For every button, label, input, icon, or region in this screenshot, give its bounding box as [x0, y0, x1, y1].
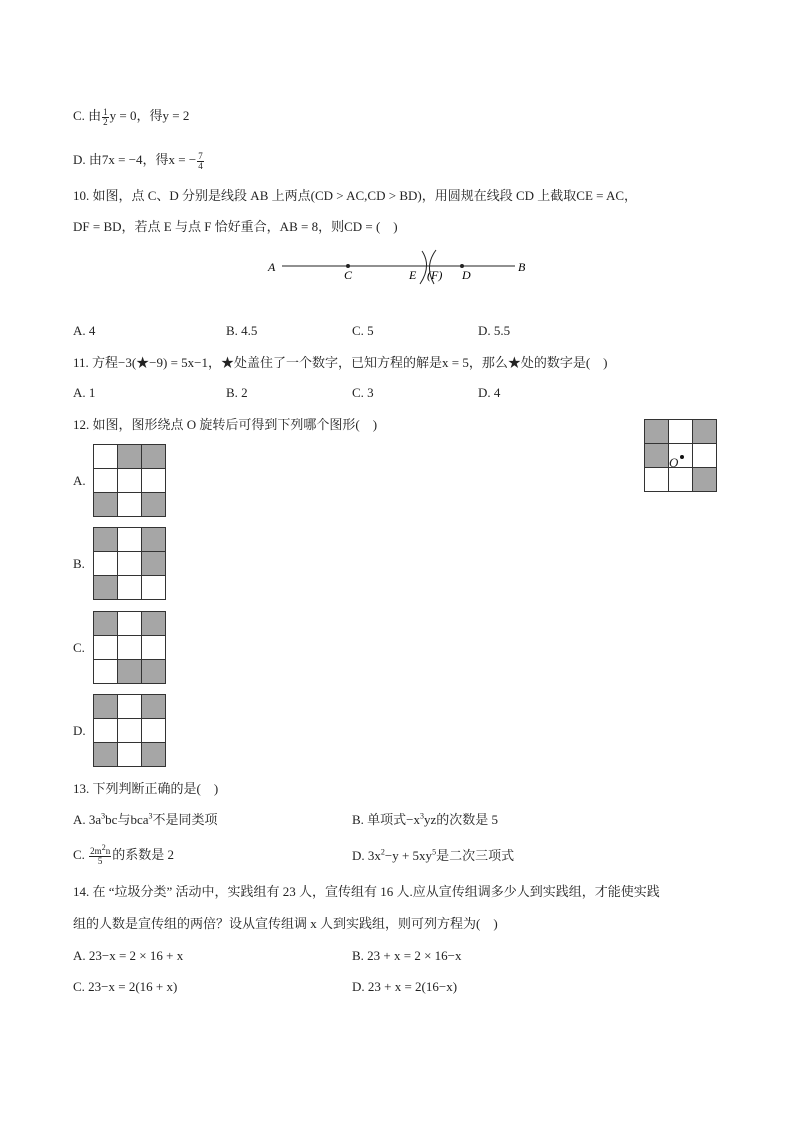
- q12-option-d-label: D.: [73, 723, 86, 738]
- q12-option-b-grid: [93, 527, 166, 600]
- q13-option-c: C. $\frac{2m^2n}{5}$ 的系数是 2: [73, 842, 174, 866]
- q10-option-d: D. 5.5: [478, 323, 511, 338]
- q14-stem-line1: 14. 在 “垃圾分类” 活动中，实践组有 23 人，宣传组有 16 人.应从宣传组调多少人到实践组，才能使实践: [73, 884, 660, 899]
- q10-option-c: C. 5: [352, 323, 374, 338]
- q14-option-c: C. 23−x = 2(16 + x): [73, 979, 178, 994]
- q13-option-a: A. $3a^3bc$与bca$^3$不是同类项: [73, 811, 218, 827]
- q13-option-d: D. $3x^2-y + 5xy^5$是二次三项式: [352, 847, 515, 863]
- q10-option-b: B. 4.5: [226, 323, 258, 338]
- q12-option-a-label: A.: [73, 473, 86, 488]
- q10-stem-line2: DF = BD，若点 E 与点 F 恰好重合，AB = 8，则CD = ( ): [73, 219, 398, 234]
- q11-option-c: C. 3: [352, 385, 374, 400]
- fraction: $\frac{1}{2}$: [103, 106, 108, 127]
- q12-option-d-grid: [93, 694, 166, 767]
- q11-option-a: A. 1: [73, 385, 96, 400]
- label-f: (F): [427, 268, 443, 282]
- q12-option-a-grid: [93, 444, 166, 517]
- q10-segment-figure: [260, 248, 540, 288]
- rotation-center-point: [680, 455, 684, 459]
- q14-stem-line2: 组的人数是宣传组的两倍？设从宣传组调 x 人到实践组，则可列方程为( ): [73, 916, 498, 931]
- q12-option-b-label: B.: [73, 556, 85, 571]
- q11-stem: 11. 方程−3(★−9) = 5x−1，★处盖住了一个数字，已知方程的解是x = 5，那么★处的数字是( ): [73, 355, 608, 370]
- q13-option-b: B. 单项式$-x^3yz$的次数是 5: [352, 811, 499, 827]
- label-b: B: [518, 260, 526, 274]
- q14-option-b: B. 23 + x = 2 × 16−x: [352, 948, 462, 963]
- label-d: D: [462, 268, 471, 282]
- label-c: C: [344, 268, 353, 282]
- q11-option-b: B. 2: [226, 385, 248, 400]
- rotation-center-label: O: [669, 455, 679, 470]
- q13-stem: 13. 下列判断正确的是( ): [73, 781, 219, 796]
- compass-arc-left: [420, 251, 427, 284]
- q10-option-a: A. 4: [73, 323, 96, 338]
- q14-option-d: D. 23 + x = 2(16−x): [352, 979, 458, 994]
- q14-option-a: A. 23−x = 2 × 16 + x: [73, 948, 184, 963]
- q12-stem: 12. 如图，图形绕点 O 旋转后可得到下列哪个图形( ): [73, 417, 378, 432]
- q9-option-d: D. 由7x = −4，得x = − $\frac{7}{4}$: [73, 150, 203, 171]
- q9-option-c: C. 由 $\frac{1}{2}$ y = 0，得y = 2: [73, 106, 190, 127]
- q12-option-c-grid: [93, 611, 166, 684]
- label-a: A: [268, 260, 276, 274]
- q12-option-c-label: C.: [73, 640, 85, 655]
- fraction: $\frac{7}{4}$: [198, 150, 203, 171]
- q11-option-d: D. 4: [478, 385, 501, 400]
- label-e: E: [409, 268, 417, 282]
- fraction: $\frac{2m^2n}{5}$: [90, 842, 111, 866]
- q10-stem-line1: 10. 如图，点 C、D 分别是线段 AB 上两点(CD > AC,CD > BD)，用圆规在线段 CD 上截取CE = AC，: [73, 188, 638, 203]
